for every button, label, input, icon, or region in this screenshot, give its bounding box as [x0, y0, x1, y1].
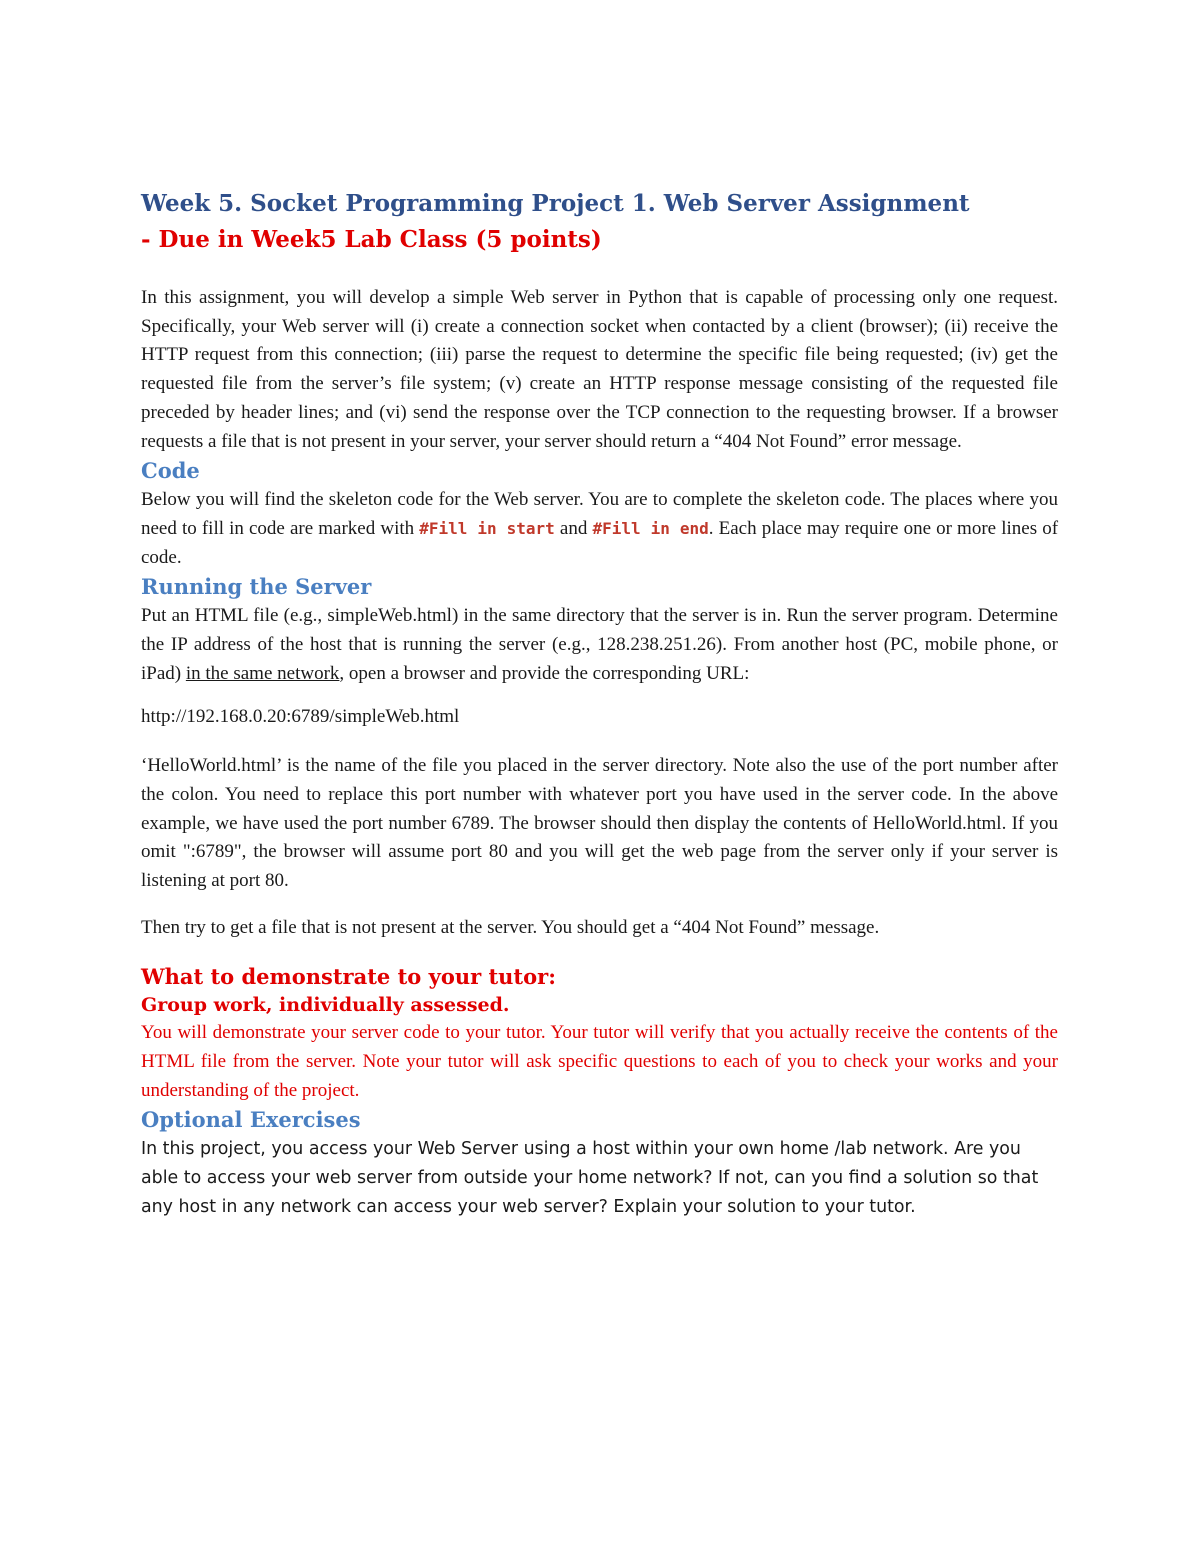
optional-exercises-heading: Optional Exercises — [141, 1107, 361, 1133]
running-text-after: , open a browser and provide the corresponding URL: — [339, 662, 750, 684]
optional-line-2: able to access your web server from outside your home network? If not, can you find a solution so that — [141, 1168, 1039, 1189]
running-server-paragraph — [141, 602, 1058, 688]
document-due-line: - Due in Week5 Lab Class (5 points) — [141, 226, 602, 253]
group-work-subheading: Group work, individually assessed. — [141, 994, 510, 1017]
demonstrate-paragraph: You will demonstrate your server code to your tutor. Your tutor will verify that you actually receive the contents of the HTML file from the server. Note your tutor will ask specific questions to each of you to check your works and your understanding of the project. — [141, 1022, 1058, 1101]
code-paragraph — [141, 486, 1058, 572]
code-text-before: Below you will find the skeleton code for the Web server. You are to complete the skeleton code. The places where you need to fill in code are marked with — [141, 489, 1058, 539]
optional-line-3: any host in any network can access your web server? Explain your solution to your tutor. — [141, 1197, 916, 1218]
fill-in-end-marker: #Fill in end — [592, 518, 709, 538]
code-text-after: . Each place may require one or more lines of code. — [141, 517, 1059, 568]
example-url: http://192.168.0.20:6789/simpleWeb.html — [141, 706, 460, 728]
document-title: Week 5. Socket Programming Project 1. Web Server Assignment — [141, 190, 970, 217]
code-heading: Code — [141, 458, 200, 484]
document-page — [141, 186, 1058, 1222]
same-network-underlined: in the same network — [185, 662, 340, 684]
helloworld-paragraph: ‘HelloWorld.html’ is the name of the file you placed in the server directory. Note also the use of the port number after the colon. You need to replace this port number with whatever port you have used in the server code. In the above example, we have used the port number 6789. The browser should then display the contents of HelloWorld.html. If you omit ":6789", the browser will assume port 80 and you will get the web page from the server only if your server is listening at port 80. — [141, 755, 1058, 891]
optional-line-1: In this project, you access your Web Server using a host within your own home /lab network. Are you — [141, 1139, 1021, 1160]
running-text-before: Put an HTML file (e.g., simpleWeb.html) in the same directory that the server is in. Run the server program. Determine the IP address of the host that is running the server (e.g., 128.238.251.26). From another host (PC, mobile phone, or iPad) — [141, 605, 1058, 684]
running-server-heading: Running the Server — [141, 574, 372, 600]
code-text-and: and — [554, 517, 593, 539]
not-found-paragraph: Then try to get a file that is not present at the server. You should get a “404 Not Found” message. — [141, 916, 880, 938]
fill-in-start-marker: #Fill in start — [419, 518, 555, 538]
intro-paragraph: In this assignment, you will develop a simple Web server in Python that is capable of processing only one request. Specifically, your Web server will (i) create a connection socket when contacted by a client (browser); (ii) receive the HTTP request from this connection; (iii) parse the request to determine the specific file being requested; (iv) get the requested file from the server’s file system; (v) create an HTTP response message consisting of the requested file preceded by header lines; and (vi) send the response over the TCP connection to the requesting browser. If a browser requests a file that is not present in your server, your server should return a “404 Not Found” error message. — [141, 287, 1058, 452]
demonstrate-heading: What to demonstrate to your tutor: — [141, 964, 556, 990]
